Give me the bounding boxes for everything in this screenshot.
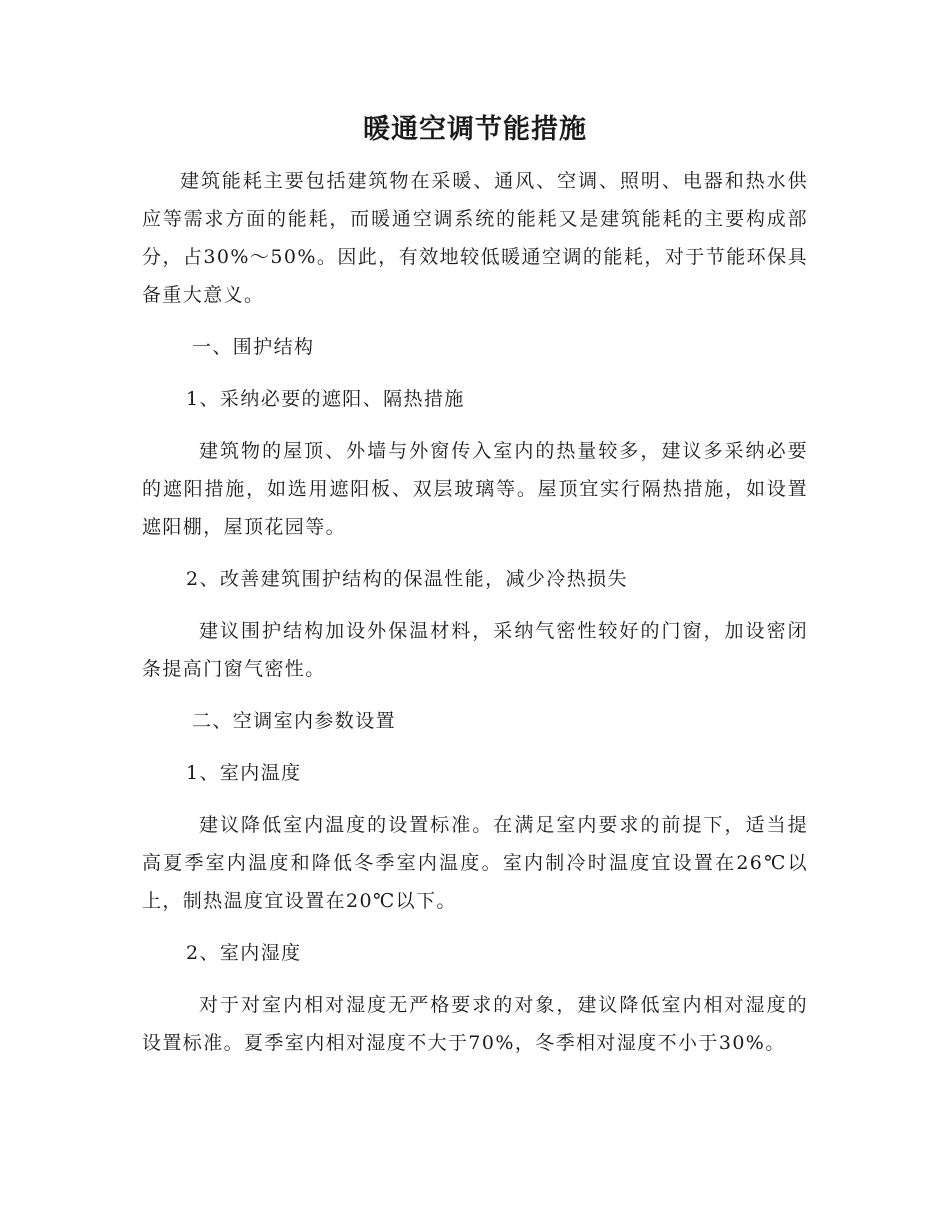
subsection-heading-2-1: 1、室内温度 [186, 762, 302, 784]
subsection-heading-1-2: 2、改善建筑围护结构的保温性能，减少冷热损失 [186, 568, 628, 590]
document-body [142, 162, 808, 1062]
subsection-heading-2-2: 2、室内湿度 [186, 942, 302, 964]
section-heading-2: 二、空调室内参数设置 [192, 710, 397, 732]
subsection-body-1-2: 建议围护结构加设外保温材料，采纳气密性较好的门窗，加设密闭条提高门窗气密性。 [142, 620, 808, 680]
document-title: 暖通空调节能措施 [363, 114, 587, 145]
subsection-body-2-1: 建议降低室内温度的设置标准。在满足室内要求的前提下，适当提高夏季室内温度和降低冬季室内温度。室内制冷时温度宜设置在26℃以上，制热温度宜设置在20℃以下。 [142, 814, 808, 912]
section-heading-1: 一、围护结构 [192, 336, 315, 358]
subsection-body-1-1: 建筑物的屋顶、外墙与外窗传入室内的热量较多，建议多采纳必要的遮阳措施，如选用遮阳板、双层玻璃等。屋顶宜实行隔热措施，如设置遮阳棚，屋顶花园等。 [142, 440, 808, 538]
subsection-heading-1-1: 1、采纳必要的遮阳、隔热措施 [186, 388, 465, 410]
intro-paragraph: 建筑能耗主要包括建筑物在采暖、通风、空调、照明、电器和热水供应等需求方面的能耗，而暖通空调系统的能耗又是建筑能耗的主要构成部分，占30%～50%。因此，有效地较低暖通空调的能耗，对于节能环保具备重大意义。 [142, 170, 808, 306]
subsection-body-2-2: 对于对室内相对湿度无严格要求的对象，建议降低室内相对湿度的设置标准。夏季室内相对湿度不大于70%，冬季相对湿度不小于30%。 [142, 994, 808, 1054]
